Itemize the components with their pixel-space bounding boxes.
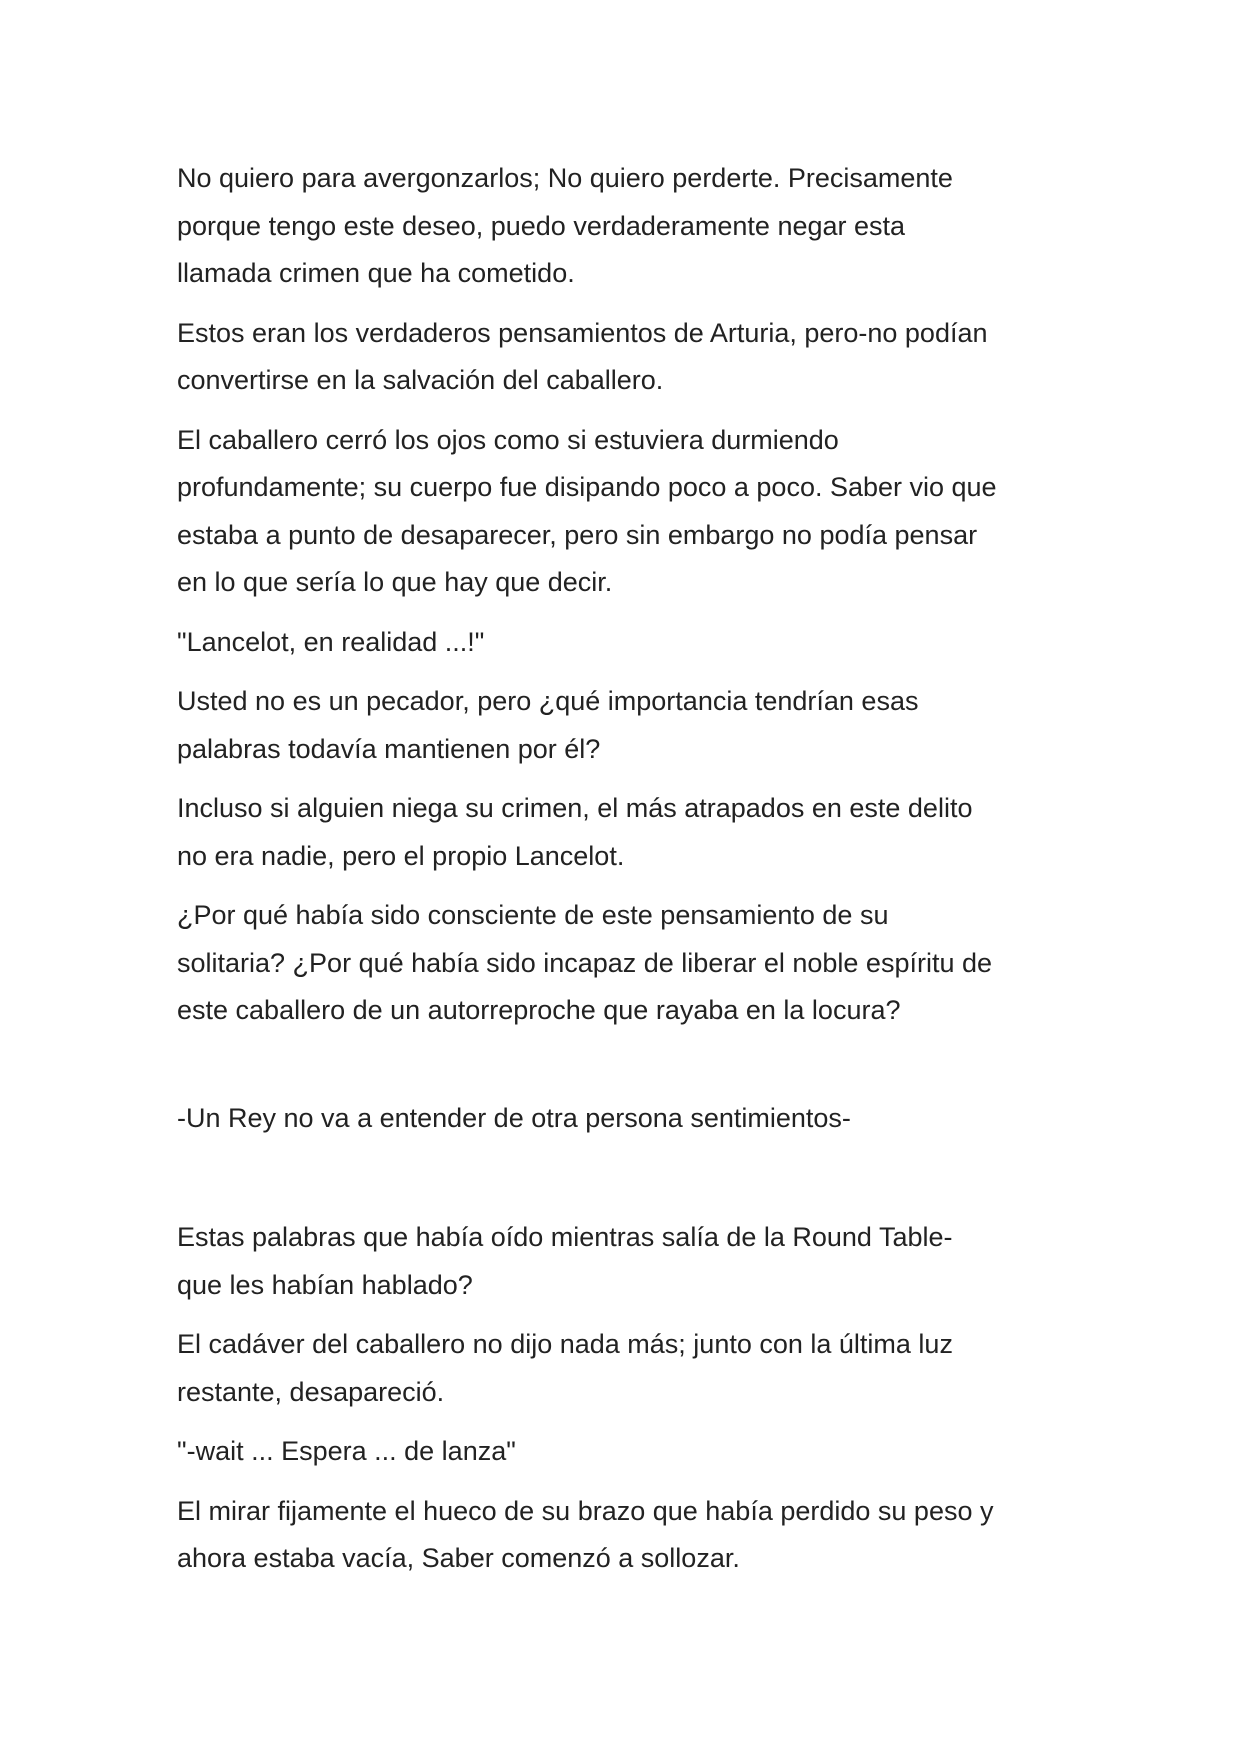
- paragraph-6: Incluso si alguien niega su crimen, el más atrapados en este delito no era nadie, pero el propio Lancelot.: [177, 793, 973, 871]
- paragraph-7: ¿Por qué había sido consciente de este pensamiento de su solitaria? ¿Por qué había sido incapaz de liberar el noble espíritu de este caballero de un autorreproche que rayaba en la locura?: [177, 900, 992, 1025]
- paragraph-10: El cadáver del caballero no dijo nada más; junto con la última luz restante, desapareció.: [177, 1329, 953, 1407]
- paragraph-4: "Lancelot, en realidad ...!": [177, 626, 485, 657]
- paragraph-11: "-wait ... Espera ... de lanza": [177, 1436, 516, 1466]
- paragraph-1: No quiero para avergonzarlos; No quiero perderte. Precisamente porque tengo este deseo, puedo verdaderamente negar esta llamada crimen que ha cometido.: [177, 163, 953, 288]
- paragraph-3: El caballero cerró los ojos como si estuviera durmiendo profundamente; su cuerpo fue disipando poco a poco. Saber vio que estaba a punto de desaparecer, pero sin embargo no podía pensar en lo que sería lo que hay que decir.: [177, 424, 997, 597]
- paragraph-5: Usted no es un pecador, pero ¿qué importancia tendrían esas palabras todavía mantienen por él?: [177, 686, 919, 764]
- paragraph-12: El mirar fijamente el hueco de su brazo que había perdido su peso y ahora estaba vacía, Saber comenzó a sollozar.: [177, 1495, 994, 1573]
- paragraph-2: Estos eran los verdaderos pensamientos de Arturia, pero-no podían convertirse en la salvación del caballero.: [177, 317, 988, 395]
- centered-quote-line: -Un Rey no va a entender de otra persona sentimientos-: [177, 1102, 851, 1133]
- paragraph-9: Estas palabras que había oído mientras salía de la Round Table- que les habían hablado?: [177, 1222, 953, 1300]
- document-body: [177, 155, 1077, 1595]
